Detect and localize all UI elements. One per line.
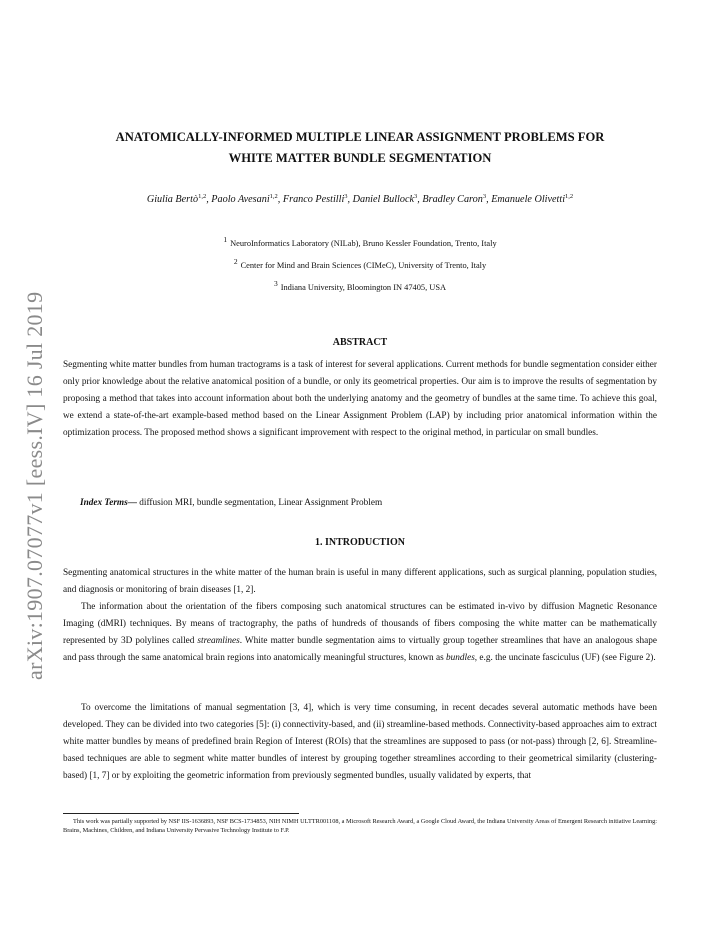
paper-title [60,127,660,169]
affiliation: $^1$ NeuroInformatics Laboratory (NILab), Bruno Kessler Foundation, Trento, Italy [223,235,497,248]
author: Bradley Caron$^3$, [422,193,492,205]
author-list [60,193,660,205]
affiliation: $^2$ Center for Mind and Brain Sciences (CIMeC), University of Trento, Italy [233,257,487,270]
section-heading-introduction: 1. INTRODUCTION [314,537,405,548]
intro-paragraph-1: Segmenting anatomical structures in the white matter of the human brain is useful in many different applications, such as surgical planning, population studies, and diagnosis or monitoring of brain diseases [1, 2]. [63,568,657,595]
footnote: This work was partially supported by NSF IIS-1636893, NSF BCS-1734853, NIH NIMH ULTTR001108, a Microsoft Research Award, a Google Cloud Award, the Indiana University Areas of Emergent Research initiative Learning: Brains, Machines, Children, and Indiana University Pervasive Technology Institute to F.P. [63,818,657,835]
affiliation: $^3$ Indiana University, Bloomington IN 47405, USA [273,279,447,292]
author: Emanuele Olivetti$^{1,2}$ [491,193,574,205]
abstract-text: Segmenting white matter bundles from human tractograms is a task of interest for several applications. Current methods for bundle segmentation consider either only prior knowledge about the relative anatomical position of a bundle, or only its geometrical properties. Our aim is to improve the results of segmentation by proposing a method that takes into account information about both the underlying anatomy and the geometry of bundles at the same time. To achieve this goal, we extend a state-of-the-art example-based method based on the Linear Assignment Problem (LAP) by including prior anatomical information within the optimization process. The proposed method shows a significant improvement with respect to the original method, in particular on small bundles. [63,360,657,438]
author: Paolo Avesani$^{1,2}$, [211,193,283,205]
index-terms [80,498,382,508]
abstract-heading: ABSTRACT [332,337,388,348]
index-terms-text: diffusion MRI, bundle segmentation, Linear Assignment Problem [136,498,383,508]
author: Franco Pestilli$^3$, [282,193,353,205]
intro-paragraph-2: The information about the orientation of the fibers composing such anatomical structures can be estimated in-vivo by diffusion Magnetic Resonance Imaging (dMRI) techniques. By means of tractography, the paths of hundreds of thousands of fibers composing the white matter can be mathematically represented by 3D polylines called streamlines. White matter bundle segmentation aims to virtually group together streamlines that have an analogous shape and pass through the same anatomical brain regions into anatomically meaningful structures, known as bundles, e.g. the uncinate fasciculus (UF) (see Figure 2). [63,602,657,663]
title-line-1: ANATOMICALLY-INFORMED MULTIPLE LINEAR ASSIGNMENT PROBLEMS FOR [115,130,605,144]
author: Giulia Bertò$^{1,2}$, [146,193,212,205]
intro-paragraph-3: To overcome the limitations of manual segmentation [3, 4], which is very time consuming, in recent decades several automatic methods have been developed. They can be divided into two categories [5]: (i) connectivity-based, and (ii) streamline-based methods. Connectivity-based approaches aim to extract white matter bundles by means of predefined brain Region of Interest (ROIs) that the streamlines are supposed to pass (or not-pass) through [2, 6]. Streamline-based techniques are able to segment white matter bundles of interest by grouping together streamlines according to their geometrical similarity (clustering-based) [1, 7] or by exploiting the geometric information from previously segmented bundles, usually validated by experts, that [63,703,657,781]
footnote-rule [63,813,299,814]
title-line-2: WHITE MATTER BUNDLE SEGMENTATION [228,151,492,165]
author: Daniel Bullock$^3$, [352,193,423,205]
affiliations [60,235,660,301]
arxiv-identifier: arXiv:1907.07077v1 [eess.IV] 16 Jul 2019 [22,291,47,680]
index-terms-label: Index Terms— [80,498,137,508]
